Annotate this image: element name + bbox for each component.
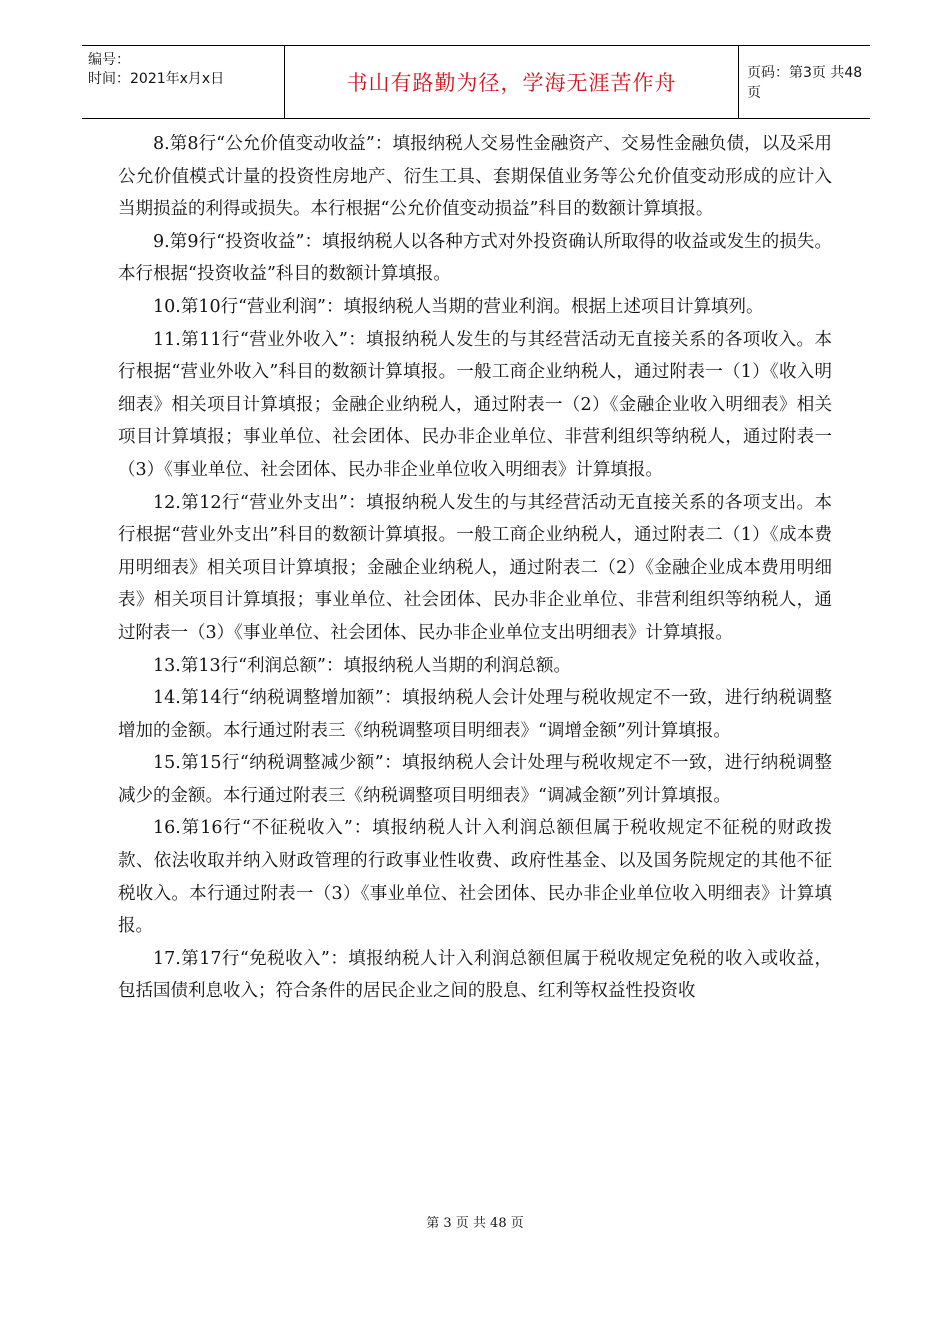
paragraph-row-17: 17.第17行“免税收入”：填报纳税人计入利润总额但属于税收规定免税的收入或收益，包括国债利息收入；符合条件的居民企业之间的股息、红利等权益性投资收 <box>118 948 832 1002</box>
page-footer: 第 3 页 共 48 页 <box>426 1216 524 1231</box>
paragraph-row-14: 14.第14行“纳税调整增加额”：填报纳税人会计处理与税收规定不一致，进行纳税调整增加的金额。本行通过附表三《纳税调整项目明细表》“调增金额”列计算填报。 <box>118 688 832 741</box>
paragraph-row-8: 8.第8行“公允价值变动收益”：填报纳税人交易性金融资产、交易性金融负债，以及采用公允价值模式计量的投资性房地产、衍生工具、套期保值业务等公允价值变动形成的应计入当期损益的利得或损失。本行根据“公允价值变动损益”科目的数额计算填报。 <box>118 134 832 220</box>
header-page-info: 页码：第3页 共48页 <box>747 65 863 101</box>
header-motto: 书山有路勤为径，学海无涯苦作舟 <box>285 46 739 118</box>
document-number-label: 编号： <box>88 52 130 68</box>
paragraph-row-10: 10.第10行“营业利润”：填报纳税人当期的营业利润。根据上述项目计算填列。 <box>153 296 764 317</box>
paragraph-row-9: 9.第9行“投资收益”：填报纳税人以各种方式对外投资确认所取得的收益或发生的损失。本行根据“投资收益”科目的数额计算填报。 <box>118 231 832 285</box>
document-time-label: 时间：2021年x月x日 <box>88 71 225 87</box>
page-header <box>82 45 870 119</box>
header-meta <box>82 46 285 118</box>
paragraph-row-11: 11.第11行“营业外收入”：填报纳税人发生的与其经营活动无直接关系的各项收入。本行根据“营业外收入”科目的数额计算填报。一般工商企业纳税人，通过附表一（1）《收入明细表》相关项目计算填报；金融企业纳税人，通过附表一（2）《金融企业收入明细表》相关项目计算填报；事业单位、社会团体、民办非企业单位、非营利组织等纳税人，通过附表一（3）《事业单位、社会团体、民办非企业单位收入明细表》计算填报。 <box>118 329 832 480</box>
document-body <box>118 128 832 1008</box>
paragraph-row-16: 16.第16行“不征税收入”：填报纳税人计入利润总额但属于税收规定不征税的财政拨款、依法收取并纳入财政管理的行政事业性收费、政府性基金、以及国务院规定的其他不征税收入。本行通过附表一（3）《事业单位、社会团体、民办非企业单位收入明细表》计算填报。 <box>118 818 832 937</box>
paragraph-row-13: 13.第13行“利润总额”：填报纳税人当期的利润总额。 <box>153 655 571 676</box>
paragraph-row-15: 15.第15行“纳税调整减少额”：填报纳税人会计处理与税收规定不一致，进行纳税调整减少的金额。本行通过附表三《纳税调整项目明细表》“调减金额”列计算填报。 <box>118 753 832 806</box>
paragraph-row-12: 12.第12行“营业外支出”：填报纳税人发生的与其经营活动无直接关系的各项支出。本行根据“营业外支出”科目的数额计算填报。一般工商企业纳税人，通过附表二（1）《成本费用明细表》相关项目计算填报；金融企业纳税人，通过附表二（2）《金融企业成本费用明细表》相关项目计算填报；事业单位、社会团体、民办非企业单位、非营利组织等纳税人，通过附表一（3）《事业单位、社会团体、民办非企业单位支出明细表》计算填报。 <box>118 492 832 643</box>
